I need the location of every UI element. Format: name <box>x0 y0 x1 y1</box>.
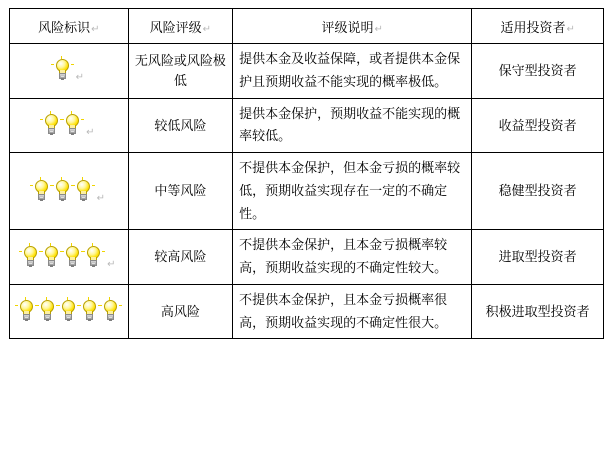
risk-icon-cell <box>10 44 129 99</box>
lightbulb-icon <box>18 299 35 324</box>
lightbulb-icon <box>64 113 81 138</box>
risk-icon-cell <box>10 153 129 230</box>
risk-level-4-bulbs <box>16 245 122 270</box>
column-header-risk-level-label: 风险评级 <box>149 19 202 35</box>
column-header-risk-level <box>128 9 233 44</box>
risk-icon-cell <box>10 230 129 285</box>
lightbulb-icon <box>85 245 102 270</box>
pilcrow-mark: ↵ <box>75 72 84 84</box>
risk-level-cell: 高风险 <box>128 284 233 339</box>
column-header-risk-icon <box>10 9 129 44</box>
table-row <box>10 44 604 99</box>
risk-description-cell: 不提供本金保护，且本金亏损概率很高，预期收益实现的不确定性很大。 <box>233 284 472 339</box>
lightbulb-icon <box>22 245 39 270</box>
document-page <box>0 8 613 449</box>
lightbulb-icon <box>54 58 71 83</box>
column-header-investor <box>472 9 604 44</box>
table-row <box>10 284 604 339</box>
risk-level-3-bulbs <box>16 179 122 204</box>
column-header-risk-icon-label: 风险标识 <box>38 19 91 35</box>
risk-level-1-bulbs <box>16 58 122 83</box>
investor-type-cell: 进取型投资者 <box>472 230 604 285</box>
lightbulb-icon <box>102 299 119 324</box>
risk-level-5-bulbs <box>16 299 122 324</box>
risk-level-2-bulbs <box>16 113 122 138</box>
table-header-row <box>10 9 604 44</box>
pilcrow-mark: ↵ <box>202 23 212 35</box>
risk-level-cell: 较低风险 <box>128 98 233 153</box>
column-header-description <box>233 9 472 44</box>
risk-level-cell: 无风险或风险极低 <box>128 44 233 99</box>
column-header-investor-label: 适用投资者 <box>500 19 566 35</box>
table-row <box>10 98 604 153</box>
lightbulb-icon <box>81 299 98 324</box>
investor-type-cell: 稳健型投资者 <box>472 153 604 230</box>
investor-type-cell: 保守型投资者 <box>472 44 604 99</box>
pilcrow-mark: ↵ <box>86 126 95 138</box>
investor-type-cell: 积极进取型投资者 <box>472 284 604 339</box>
risk-description-cell: 不提供本金保护，且本金亏损概率较高，预期收益实现的不确定性较大。 <box>233 230 472 285</box>
risk-icon-cell <box>10 284 129 339</box>
lightbulb-icon <box>75 179 92 204</box>
pilcrow-mark: ↵ <box>566 23 575 35</box>
risk-description-cell: 不提供本金保护，但本金亏损的概率较低，预期收益实现存在一定的不确定性。 <box>233 153 472 230</box>
lightbulb-icon <box>43 245 60 270</box>
lightbulb-icon <box>33 179 50 204</box>
lightbulb-icon <box>39 299 56 324</box>
table-body <box>10 44 604 339</box>
lightbulb-icon <box>60 299 77 324</box>
table-header <box>10 9 604 44</box>
investor-type-cell: 收益型投资者 <box>472 98 604 153</box>
column-header-description-label: 评级说明 <box>321 19 374 35</box>
risk-level-cell: 中等风险 <box>128 153 233 230</box>
lightbulb-icon <box>43 113 60 138</box>
risk-description-cell: 提供本金保护，预期收益不能实现的概率较低。 <box>233 98 472 153</box>
pilcrow-mark: ↵ <box>374 23 383 35</box>
risk-level-cell: 较高风险 <box>128 230 233 285</box>
pilcrow-mark: ↵ <box>96 192 105 204</box>
risk-rating-table <box>9 8 604 339</box>
pilcrow-mark: ↵ <box>107 258 116 270</box>
lightbulb-icon <box>64 245 81 270</box>
risk-description-cell: 提供本金及收益保障，或者提供本金保护且预期收益不能实现的概率极低。 <box>233 44 472 99</box>
table-row <box>10 153 604 230</box>
table-row <box>10 230 604 285</box>
risk-icon-cell <box>10 98 129 153</box>
lightbulb-icon <box>54 179 71 204</box>
pilcrow-mark: ↵ <box>91 23 100 35</box>
